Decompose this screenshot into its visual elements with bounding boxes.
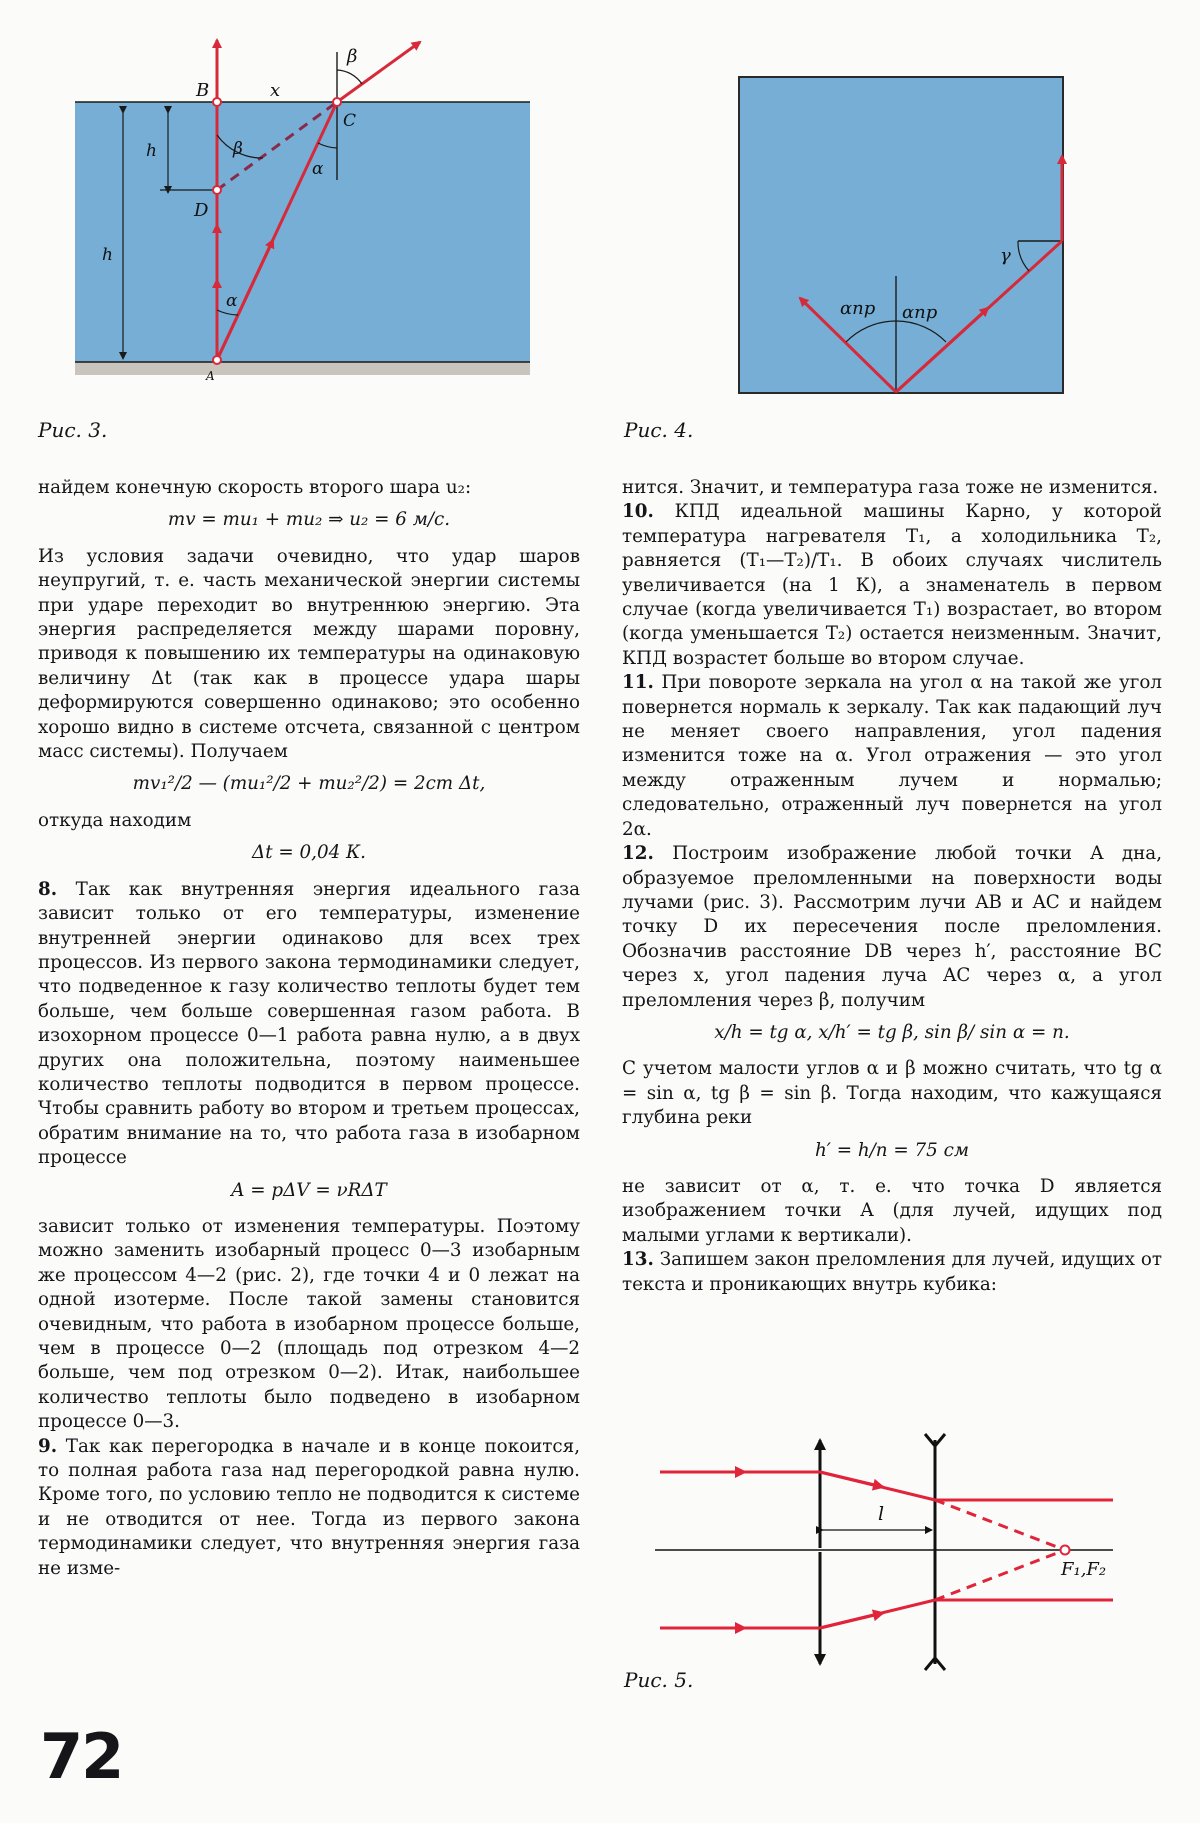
page-number: 72 <box>40 1720 123 1793</box>
label-c: C <box>343 111 357 131</box>
figure-5 <box>655 1430 1125 1680</box>
formula: mv₁²/2 — (mu₁²/2 + mu₂²/2) = 2cm Δt, <box>132 773 486 795</box>
river-bottom <box>75 362 530 375</box>
label-alpha-left: αпр <box>840 298 876 319</box>
label-alpha-right: αпр <box>902 302 938 323</box>
point-b <box>213 98 221 106</box>
paragraph <box>38 1435 580 1581</box>
paragraph-text: КПД идеальной машины Карно, у которой температура нагревателя T₁, а холодильника T₂, равняется (T₁—T₂)/T₁. В обоих случаях числитель увеличивается (на 1 К), а знаменатель в первом случае (когда увеличивается T₁) возрастает, во втором (когда уменьшается T₂) остается неизменным. Значит, КПД возрастет больше во втором случае. <box>622 501 1162 669</box>
item-number: 10. <box>622 501 654 523</box>
paragraph <box>38 878 580 1171</box>
paragraph: не зависит от α, т. е. что точка D является изображением точки A (для лучей, идущих под малыми углами к вертикали). <box>622 1175 1162 1246</box>
paragraph-text: Построим изображение любой точки A дна, образуемое преломленными на поверхности воды лучами (рис. 3). Рассмотрим лучи AB и AC и найдем точку D их пересечения после преломления. Обозначив расстояние DB через h′, расстояние BC через x, угол падения луча AC через α, а угол преломления через β, получим <box>622 843 1162 1011</box>
left-column <box>38 476 580 1581</box>
paragraph-text: Так как внутренняя энергия идеального газа зависит только от его температуры, изменение внутренней энергии одинаково для всех трех процессов. Из первого закона термодинамики следует, что подведенное к газу количество теплоты будет тем больше, чем больше совершенная газом работа. В изохорном процессе 0—1 работа равна нулю, а в двух других она положительна, поэтому наименьшее количество теплоты подводится в первом процессе. Чтобы сравнить работу во втором и третьем процессах, обратим внимание на то, что работа газа в изобарном процессе <box>38 878 581 1169</box>
paragraph-text: Запишем закон преломления для лучей, идущих от текста и проникающих внутрь кубика: <box>622 1249 1163 1295</box>
right-column <box>622 476 1162 1297</box>
label-focus: F₁,F₂ <box>1061 1559 1107 1580</box>
paragraph <box>622 842 1162 1013</box>
cube <box>739 77 1063 393</box>
point-a <box>213 356 221 364</box>
item-number: 13. <box>622 1249 654 1271</box>
label-beta-mid: β <box>233 139 243 159</box>
paragraph: откуда находим <box>38 809 192 831</box>
label-h-short: h <box>146 141 157 161</box>
formula: mv = mu₁ + mu₂ ⇒ u₂ = 6 м/с. <box>167 509 451 531</box>
figure-4 <box>738 76 1064 394</box>
ray-upper-dashed <box>935 1500 1065 1550</box>
paragraph: найдем конечную скорость второго шара u₂: <box>38 477 472 498</box>
point-d <box>213 186 221 194</box>
paragraph <box>622 671 1162 842</box>
paragraph-text: При повороте зеркала на угол α на такой же угол повернется нормаль к зеркалу. Так как падающий луч не меняет своего направления, угол падения изменится тоже на α. Угол отражения — это угол между отраженным лучем и нормалью; следовательно, отраженный луч повернется на угол 2α. <box>622 672 1163 840</box>
ray-lower-mid-arrow <box>820 1613 883 1628</box>
item-number: 11. <box>622 672 654 694</box>
figure-4-caption: Рис. 4. <box>624 418 694 442</box>
paragraph: зависит только от изменения температуры. Поэтому можно заменить изобарный процесс 0—3 изобарным же процессом 4—2 (рис. 2), где точки 4 и 0 лежат на одной изотерме. После такой замены становится очевидным, что работа в изобарном процессе больше, чем в процессе 0—2 (площадь под отрезком 4—2 больше, чем под отрезком 0—2). Итак, наибольшее количество теплоты было подведено в изобарном процессе 0—3. <box>38 1215 580 1433</box>
figure-5-caption: Рис. 5. <box>624 1668 694 1692</box>
label-b: B <box>196 80 210 101</box>
figure-3-caption: Рис. 3. <box>38 418 108 442</box>
label-l: l <box>878 1503 885 1525</box>
beta-arc-c <box>337 70 362 84</box>
formula: x/h = tg α, x/h′ = tg β, sin β/ sin α = n. <box>714 1021 1070 1043</box>
focus-point <box>1061 1546 1070 1555</box>
formula: h′ = h/n = 75 см <box>815 1139 969 1161</box>
figure-3 <box>60 30 530 383</box>
label-alpha-a: α <box>226 291 238 311</box>
label-beta-top: β <box>347 46 358 67</box>
paragraph-text: Так как перегородка в начале и в конце покоится, то полная работа газа над перегородкой равна нулю. Кроме того, по условию тепло не подводится к системе и не отводится от нее. Тогда из первого закона термодинамики следует, что внутренняя энергия газа не изме- <box>38 1435 581 1579</box>
label-gamma: γ <box>1000 245 1011 266</box>
formula: A = pΔV = νRΔT <box>231 1179 387 1201</box>
paragraph: С учетом малости углов α и β можно считать, что tg α = sin α, tg β = sin β. Тогда находим, что кажущаяся глубина реки <box>622 1058 1162 1129</box>
label-a: A <box>206 369 215 383</box>
water-region <box>75 102 530 362</box>
ray-lower-dashed <box>935 1550 1065 1600</box>
formula: Δt = 0,04 К. <box>252 842 366 864</box>
ray-upper-mid-arrow <box>820 1472 883 1487</box>
item-number: 9. <box>38 1435 58 1457</box>
item-number: 12. <box>622 843 654 865</box>
label-h-long: h <box>102 245 113 265</box>
paragraph: нится. Значит, и температура газа тоже не изменится. <box>622 477 1159 498</box>
label-d: D <box>194 200 209 221</box>
item-number: 8. <box>38 878 58 900</box>
paragraph: Из условия задачи очевидно, что удар шаров неупругий, т. е. часть механической энергии системы при ударе переходит во внутреннюю энергию. Эта энергия распределяется между шарами поровну, приводя к повышению их температуры на одинаковую величину Δt (так как в процессе удара шары деформируются совершенно одинаково; это особенно хорошо видно в системе отсчета, связанной с центром масс системы). Получаем <box>38 545 580 763</box>
label-alpha-c: α <box>312 159 324 179</box>
paragraph <box>622 500 1162 671</box>
paragraph <box>622 1248 1162 1297</box>
point-c <box>333 98 341 106</box>
label-x: x <box>270 80 281 101</box>
